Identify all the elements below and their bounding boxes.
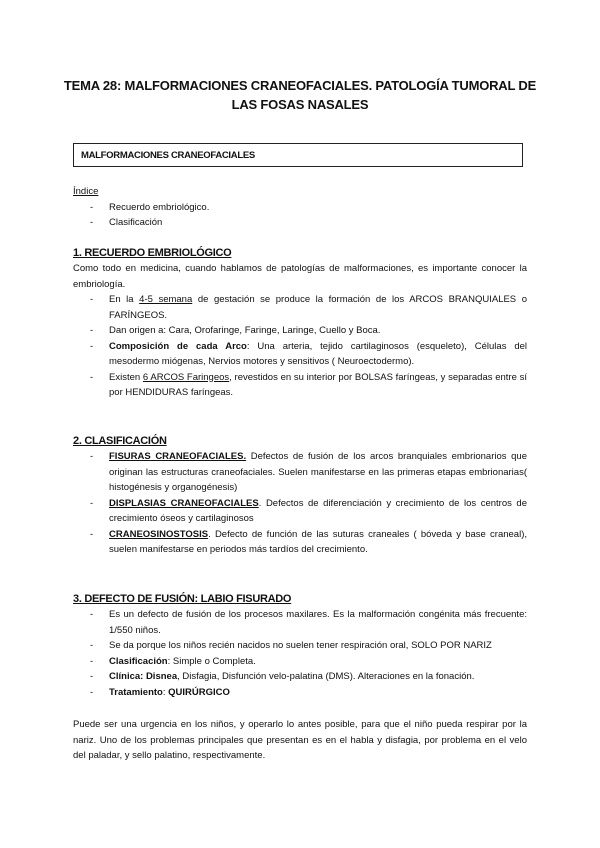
underlined-text: 6 ARCOS Faringeos <box>142 371 230 383</box>
index-item: - Clasificación <box>73 215 527 231</box>
underlined-text: 4-5 semana <box>139 294 193 305</box>
index-item: - Recuerdo embriológico. <box>73 200 527 216</box>
list-item <box>73 669 527 685</box>
list-item <box>73 292 527 323</box>
index-label: Índice <box>73 186 99 197</box>
title-line-1: TEMA 28: MALFORMACIONES CRANEOFACIALES. PATOLOGÍA TUMORAL DE <box>63 78 537 93</box>
bold-text: Tratamiento <box>109 686 163 698</box>
title-line-2: LAS FOSAS NASALES <box>231 97 369 112</box>
bold-text: QUIRÚRGICO <box>168 686 230 698</box>
list-item <box>73 449 527 496</box>
closing-paragraph: Puede ser una urgencia en los niños, y operarlo lo antes posible, para que el niño pueda respirar por la nariz. Uno de los problemas principales que presentan es en el habla y disfagia, por problema en el velo del paladar, y sello palatino, respectivamente. <box>73 719 527 761</box>
list-item <box>73 685 527 701</box>
list-item: - Se da porque los niños recién nacidos no suelen tener respiración oral, SOLO POR NARIZ <box>73 638 527 654</box>
section-header-box: MALFORMACIONES CRANEOFACIALES <box>73 143 523 167</box>
list-item: - Dan origen a: Cara, Orofaringe, Faringe, Laringe, Cuello y Boca. <box>73 323 527 339</box>
section-1-intro: Como todo en medicina, cuando hablamos de patologías de malformaciones, es importante conocer la embriología. <box>73 263 527 290</box>
bold-text: Clínica: Disnea <box>109 671 178 682</box>
text-span: : <box>162 686 169 698</box>
index-list <box>73 200 527 231</box>
section-1-heading: 1. RECUERDO EMBRIOLÓGICO <box>73 247 232 259</box>
section-embriologia <box>73 245 527 401</box>
text-span: , Disfagia, Disfunción velo-palatina (DMS). Alteraciones en la fonación. <box>177 671 475 682</box>
text-span: . Defectos de diferenciación y crecimiento de los centros de crecimiento óseos y cartilaginosos <box>109 497 527 524</box>
list-item: - Es un defecto de fusión de los procesos maxilares. Es la malformación congénita más frecuente: 1/550 niños. <box>73 607 527 638</box>
bold-text: Composición de cada Arco <box>109 340 247 352</box>
list-item <box>73 339 527 370</box>
bold-text: Clasificación <box>109 655 168 667</box>
text-span: : Simple o Completa. <box>167 655 256 667</box>
text-span: En la <box>109 294 140 305</box>
bold-text: DISPLASIAS CRANEOFACIALES <box>109 497 259 509</box>
section-clasificacion <box>73 433 527 558</box>
text-span: Existen <box>109 371 143 383</box>
page-title <box>60 76 540 114</box>
text-span: . Defecto de función de las suturas craneales ( bóveda y base craneal), suelen manifestarse en periodos más tardíos del crecimiento. <box>109 528 527 555</box>
text-span: Defectos de fusión de los arcos branquiales embrionarios que originan las estructuras craneofaciales. Suelen manifestarse en las primeras etapas embrionarias( histogénesis y organogénesis) <box>109 451 527 493</box>
list-item <box>73 654 527 670</box>
list-item <box>73 527 527 558</box>
index-section <box>73 184 527 231</box>
bold-text: FISURAS CRANEOFACIALES. <box>109 451 247 462</box>
section-3-list <box>73 607 527 700</box>
section-1-list <box>73 292 527 401</box>
text-span: de gestación se produce la formación de los ARCOS BRANQUIALES o FARÍNGEOS. <box>109 294 527 321</box>
bold-text: CRANEOSINOSTOSIS <box>109 528 209 540</box>
list-item <box>73 370 527 401</box>
section-2-list <box>73 449 527 558</box>
text-span: , revestidos en su interior por BOLSAS faríngeas, y separadas entre sí por HENDIDURAS faríngeas. <box>109 371 527 398</box>
section-2-heading: 2. CLASIFICACIÓN <box>73 435 167 447</box>
section-labio-fisurado <box>73 591 527 700</box>
text-span: : Una arteria, tejido cartilaginosos (esqueleto), Células del mesodermo miógenas, Nervios motores y sensitivos ( Neuroectodermo). <box>109 340 527 367</box>
section-3-heading: 3. DEFECTO DE FUSIÓN: LABIO FISURADO <box>73 593 292 605</box>
list-item <box>73 496 527 527</box>
